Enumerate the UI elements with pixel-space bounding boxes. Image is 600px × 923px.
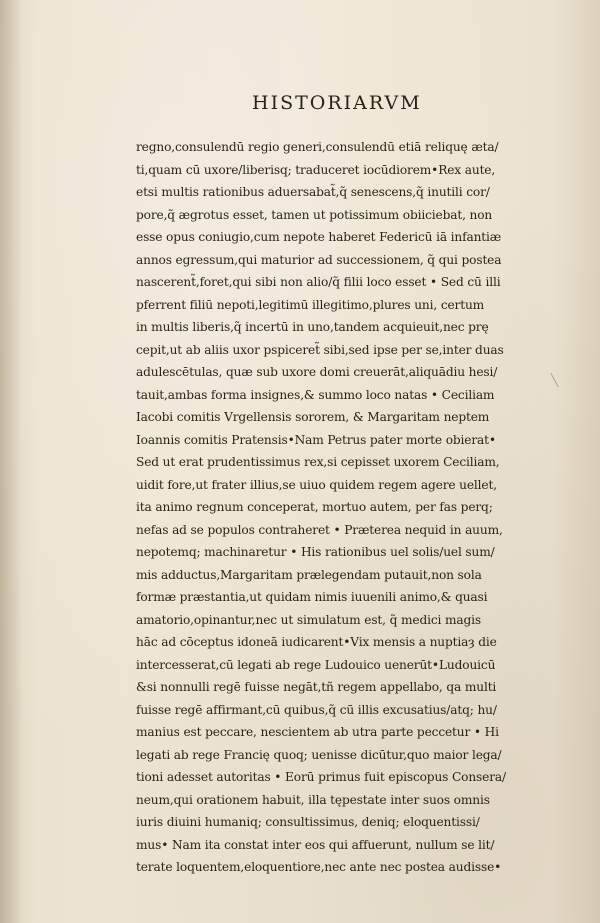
text-line: regno,consulendū regio generi,consulendū etiā reliquę æta∕: [136, 140, 499, 154]
text-line: pferrent filiū nepoti,legitimū illegitimo,plures uni, certum: [136, 297, 485, 312]
text-line: hāc ad cōceptus idoneā iudicarent•Vix mensis a nuptiaȝ die: [136, 635, 497, 649]
text-line: neum,qui orationem habuit, illa tępestate inter suos omnis: [136, 792, 490, 807]
text-line: etsi multis rationibus aduersabat̃,q̃ senescens,q̃ inutili cor∕: [136, 185, 490, 199]
text-line: formæ præstantia,ut quidam nimis iuuenili animo,& quasi: [136, 590, 488, 604]
text-line: esse opus coniugio,cum nepote haberet Federicū iā infantiæ: [136, 230, 502, 244]
text-line: in multis liberis,q̃ incertū in uno,tandem acquieuit,nec prę: [136, 320, 489, 334]
margin-mark: [550, 373, 558, 388]
text-line: cepit,ut ab aliis uxor pspiceret̃ sibi,sed ipse per se,inter duas: [136, 342, 504, 357]
text-line: intercesserat,cū legati ab rege Ludouico uenerūt•Ludouicū: [136, 657, 496, 672]
text-line: iuris diuini humaniq; consultissimus, deniq; eloquentissi∕: [136, 815, 480, 829]
text-line: ita animo regnum conceperat, mortuo autem, per fas perq;: [136, 500, 493, 514]
text-line: pore,q̃ ægrotus esset, tamen ut potissimum obiiciebat, non: [136, 207, 493, 222]
text-line: nefas ad se populos contraheret • Præterea nequid in auum,: [136, 522, 503, 537]
text-line: manius est peccare, nescientem ab utra parte peccetur • Hi: [136, 725, 499, 739]
text-line: annos egressum,qui maturior ad successionem, q̃ qui postea: [136, 252, 502, 267]
text-line: nepotemq; machinaretur • His rationibus uel solis/uel sum∕: [136, 545, 495, 559]
text-line: amatorio,opinantur,nec ut simulatum est, q̃ medici magis: [136, 612, 482, 627]
text-line: adulescētulas, quæ sub uxore domi creuerāt,aliquādiu hesi∕: [136, 365, 498, 379]
text-line: Iacobi comitis Vrgellensis sororem, & Margaritam neptem: [136, 410, 490, 424]
text-block: [136, 136, 536, 879]
gutter-shadow: [0, 0, 22, 923]
text-line: fuisse regē affirmant,cū quibus,q̃ cū illis excusatius/atq; hu∕: [136, 702, 497, 717]
text-line: mis adductus,Margaritam prælegendam putauit,non sola: [136, 567, 482, 582]
text-line: tauit,ambas forma insignes,& summo loco natas • Ceciliam: [136, 387, 495, 402]
text-line: tioni adesset autoritas • Eorū primus fuit episcopus Consera∕: [136, 770, 506, 784]
text-line: terate loquentem,eloquentiore,nec ante nec postea audisse•: [136, 860, 502, 874]
text-line: uidit fore,ut frater illius,se uiuo quidem regem agere uellet,: [136, 477, 497, 492]
text-line: &si nonnulli regē fuisse negāt,tñ regem appellabo, qa multi: [136, 680, 497, 694]
text-line: legati ab rege Francię quoq; uenisse dicūtur,quo maior lega∕: [136, 747, 502, 762]
text-line: Sed ut erat prudentissimus rex,si cepisset uxorem Ceciliam,: [136, 455, 500, 469]
text-line: nascerent̃,foret,qui sibi non alio/q̃ filii loco esset • Sed cū illi: [136, 275, 501, 289]
text-line: mus• Nam ita constat inter eos qui affuerunt, nullum se lit∕: [136, 837, 495, 852]
text-line: ti,quam cū uxore/liberisq; traduceret iocūdiorem•Rex aute,: [136, 162, 496, 177]
text-line: Ioannis comitis Pratensis•Nam Petrus pater morte obierat•: [136, 432, 496, 447]
running-head: HISTORIARVM: [252, 92, 422, 114]
